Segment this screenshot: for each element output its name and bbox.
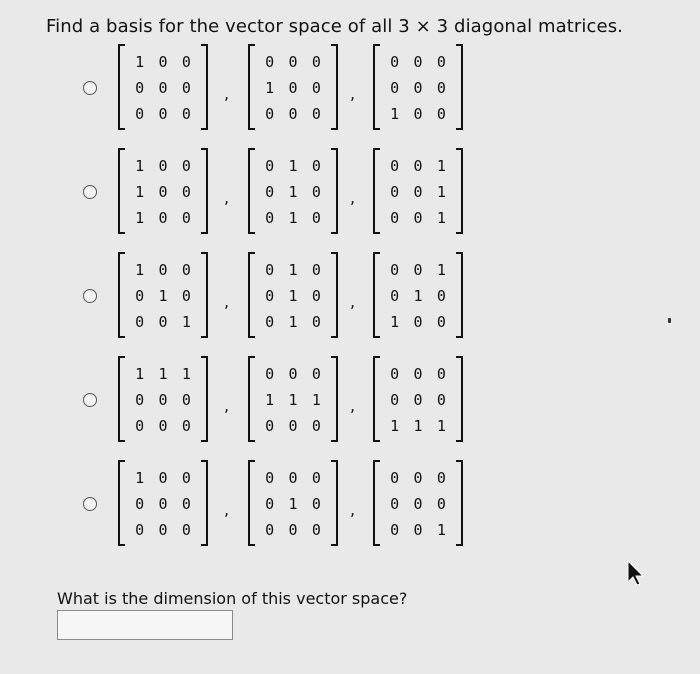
matrix-entry: 0	[311, 313, 321, 331]
right-bracket	[456, 148, 463, 234]
matrix-entry: 0	[265, 209, 275, 227]
right-bracket	[456, 252, 463, 338]
matrix-entry: 0	[181, 105, 191, 123]
matrix-entry: 1	[436, 209, 446, 227]
matrix-entry: 0	[390, 261, 400, 279]
matrix-entry: 1	[181, 313, 191, 331]
matrix-entry: 0	[158, 209, 168, 227]
matrix-entry: 0	[135, 391, 145, 409]
matrix-entry: 1	[135, 183, 145, 201]
matrix	[248, 356, 338, 444]
matrix-entries	[258, 465, 328, 543]
left-bracket	[248, 356, 255, 442]
matrix	[118, 460, 208, 548]
matrix-entry: 0	[413, 495, 423, 513]
right-bracket	[331, 44, 338, 130]
matrix-entry: 0	[288, 469, 298, 487]
matrix-entry: 1	[436, 417, 446, 435]
matrix	[373, 44, 463, 132]
matrix-entries	[258, 153, 328, 231]
matrix-entry: 0	[265, 287, 275, 305]
matrix-entry: 0	[436, 53, 446, 71]
matrix-entry: 0	[265, 157, 275, 175]
left-bracket	[248, 460, 255, 546]
dimension-answer-input[interactable]	[57, 610, 233, 640]
left-bracket	[373, 44, 380, 130]
radio-button[interactable]	[83, 185, 97, 199]
matrix-entry: 0	[158, 391, 168, 409]
matrix	[373, 252, 463, 340]
matrix-entry: 0	[436, 313, 446, 331]
radio-button[interactable]	[83, 289, 97, 303]
matrix-entry: 1	[158, 365, 168, 383]
matrix-entries	[128, 361, 198, 439]
left-bracket	[248, 252, 255, 338]
right-bracket	[331, 460, 338, 546]
matrix-entries	[128, 465, 198, 543]
matrix-entry: 1	[288, 261, 298, 279]
right-bracket	[331, 252, 338, 338]
comma-separator: ,	[224, 292, 230, 311]
matrix-entry: 0	[181, 495, 191, 513]
matrix-entry: 0	[390, 391, 400, 409]
matrix-entry: 1	[436, 261, 446, 279]
matrix-entry: 0	[413, 365, 423, 383]
matrix-entry: 0	[311, 53, 321, 71]
matrix	[118, 356, 208, 444]
matrix-entry: 0	[413, 183, 423, 201]
matrix-entry: 0	[288, 79, 298, 97]
matrix-entry: 0	[158, 157, 168, 175]
matrix	[373, 460, 463, 548]
matrix-entries	[383, 257, 453, 335]
comma-separator: ,	[350, 500, 356, 519]
matrix-entry: 0	[390, 79, 400, 97]
left-bracket	[248, 148, 255, 234]
matrix-entry: 1	[413, 287, 423, 305]
matrix-entry: 0	[265, 417, 275, 435]
matrix-entry: 0	[158, 105, 168, 123]
option-5	[0, 460, 700, 552]
matrix-entry: 0	[158, 521, 168, 539]
matrix	[373, 148, 463, 236]
matrix-entry: 0	[181, 287, 191, 305]
matrix-entry: 0	[181, 209, 191, 227]
matrix	[118, 44, 208, 132]
matrix-entry: 0	[181, 417, 191, 435]
matrix	[118, 252, 208, 340]
matrix-entries	[128, 257, 198, 335]
right-bracket	[201, 356, 208, 442]
comma-separator: ,	[350, 292, 356, 311]
matrix-entry: 0	[158, 495, 168, 513]
matrix-entry: 0	[436, 391, 446, 409]
matrix-entry: 0	[390, 53, 400, 71]
matrix-entry: 0	[158, 183, 168, 201]
left-bracket	[373, 148, 380, 234]
matrix-entry: 0	[311, 157, 321, 175]
matrix-entry: 0	[265, 313, 275, 331]
matrix-entry: 0	[181, 183, 191, 201]
matrix-entry: 0	[265, 53, 275, 71]
right-bracket	[201, 44, 208, 130]
matrix-entry: 0	[436, 105, 446, 123]
matrix-entry: 0	[158, 417, 168, 435]
matrix-entry: 1	[436, 157, 446, 175]
matrix-entry: 1	[265, 391, 275, 409]
matrix-entry: 0	[181, 79, 191, 97]
left-bracket	[248, 44, 255, 130]
matrix	[248, 460, 338, 548]
matrix-entries	[383, 153, 453, 231]
matrix-entry: 1	[288, 157, 298, 175]
matrix-entry: 0	[390, 469, 400, 487]
option-4	[0, 356, 700, 448]
left-bracket	[373, 356, 380, 442]
matrix-entry: 1	[288, 287, 298, 305]
matrix-entry: 1	[413, 417, 423, 435]
comma-separator: ,	[350, 84, 356, 103]
matrix-entry: 1	[135, 209, 145, 227]
question-text: Find a basis for the vector space of all 3 × 3 diagonal matrices.	[46, 16, 623, 37]
comma-separator: ,	[224, 396, 230, 415]
matrix-entry: 0	[311, 417, 321, 435]
matrix-entry: 1	[436, 183, 446, 201]
matrix-entry: 0	[413, 157, 423, 175]
left-bracket	[118, 356, 125, 442]
matrix-entry: 0	[265, 183, 275, 201]
matrix-entry: 0	[413, 79, 423, 97]
comma-separator: ,	[224, 188, 230, 207]
matrix-entry: 0	[413, 521, 423, 539]
matrix-entry: 0	[436, 79, 446, 97]
matrix-entry: 0	[135, 313, 145, 331]
matrix-entries	[383, 465, 453, 543]
matrix-entry: 0	[158, 79, 168, 97]
matrix-entry: 0	[311, 261, 321, 279]
matrix-entry: 1	[311, 391, 321, 409]
matrix-entry: 0	[390, 209, 400, 227]
matrix-entry: 0	[158, 313, 168, 331]
left-bracket	[373, 252, 380, 338]
matrix-entry: 0	[413, 53, 423, 71]
matrix-entries	[128, 153, 198, 231]
matrix-entry: 0	[311, 183, 321, 201]
radio-button[interactable]	[83, 81, 97, 95]
matrix-entry: 0	[390, 495, 400, 513]
matrix-entry: 1	[158, 287, 168, 305]
matrix-entry: 0	[390, 365, 400, 383]
matrix-entry: 1	[390, 313, 400, 331]
matrix-entry: 0	[390, 287, 400, 305]
matrix-entry: 0	[181, 521, 191, 539]
option-3	[0, 252, 700, 344]
matrix-entry: 1	[265, 79, 275, 97]
matrix-entry: 1	[135, 53, 145, 71]
matrix-entry: 1	[390, 417, 400, 435]
mouse-pointer-icon	[626, 560, 646, 586]
matrix-entry: 0	[311, 105, 321, 123]
matrix-entry: 0	[288, 53, 298, 71]
matrix-entry: 0	[390, 157, 400, 175]
right-bracket	[201, 148, 208, 234]
matrix-entry: 0	[265, 365, 275, 383]
comma-separator: ,	[224, 500, 230, 519]
matrix-entry: 0	[265, 469, 275, 487]
matrix-entry: 0	[413, 105, 423, 123]
stray-mark	[668, 318, 671, 323]
matrix	[373, 356, 463, 444]
matrix-entry: 1	[288, 495, 298, 513]
matrix-entry: 1	[181, 365, 191, 383]
matrix-entry: 1	[288, 183, 298, 201]
matrix	[248, 148, 338, 236]
matrix-entries	[258, 49, 328, 127]
matrix-entries	[258, 257, 328, 335]
matrix-entry: 0	[413, 313, 423, 331]
matrix-entry: 0	[288, 105, 298, 123]
matrix-entries	[128, 49, 198, 127]
matrix-entry: 1	[135, 261, 145, 279]
matrix-entry: 1	[288, 313, 298, 331]
matrix-entry: 0	[311, 209, 321, 227]
matrix-entry: 0	[181, 469, 191, 487]
left-bracket	[373, 460, 380, 546]
matrix-entry: 1	[436, 521, 446, 539]
radio-button[interactable]	[83, 497, 97, 511]
matrix-entry: 1	[288, 209, 298, 227]
matrix-entry: 1	[135, 365, 145, 383]
matrix-entry: 0	[390, 183, 400, 201]
left-bracket	[118, 44, 125, 130]
left-bracket	[118, 460, 125, 546]
matrix-entry: 0	[436, 365, 446, 383]
right-bracket	[201, 252, 208, 338]
matrix-entry: 1	[390, 105, 400, 123]
matrix-entry: 0	[311, 365, 321, 383]
matrix-entry: 0	[181, 157, 191, 175]
matrix-entry: 1	[135, 469, 145, 487]
matrix-entry: 0	[390, 521, 400, 539]
matrix-entry: 0	[181, 53, 191, 71]
dimension-label: What is the dimension of this vector space?	[57, 589, 408, 608]
left-bracket	[118, 148, 125, 234]
right-bracket	[456, 356, 463, 442]
matrix-entry: 0	[311, 495, 321, 513]
matrix-entry: 0	[311, 79, 321, 97]
matrix-entry: 0	[311, 521, 321, 539]
matrix-entry: 0	[436, 469, 446, 487]
right-bracket	[331, 356, 338, 442]
option-1	[0, 44, 700, 136]
matrix-entry: 0	[413, 209, 423, 227]
right-bracket	[456, 44, 463, 130]
right-bracket	[331, 148, 338, 234]
left-bracket	[118, 252, 125, 338]
matrix-entry: 0	[181, 261, 191, 279]
matrix-entry: 0	[265, 521, 275, 539]
comma-separator: ,	[224, 84, 230, 103]
matrix-entries	[383, 361, 453, 439]
matrix-entry: 0	[311, 469, 321, 487]
matrix-entry: 0	[135, 105, 145, 123]
matrix-entry: 0	[158, 469, 168, 487]
matrix-entry: 0	[135, 79, 145, 97]
matrix-entry: 1	[135, 157, 145, 175]
matrix-entry: 0	[288, 521, 298, 539]
matrix-entry: 0	[158, 261, 168, 279]
matrix-entry: 0	[265, 495, 275, 513]
comma-separator: ,	[350, 188, 356, 207]
radio-button[interactable]	[83, 393, 97, 407]
matrix-entries	[258, 361, 328, 439]
matrix	[248, 44, 338, 132]
right-bracket	[456, 460, 463, 546]
matrix	[248, 252, 338, 340]
matrix-entry: 0	[311, 287, 321, 305]
option-2	[0, 148, 700, 240]
comma-separator: ,	[350, 396, 356, 415]
matrix-entry: 0	[288, 365, 298, 383]
matrix	[118, 148, 208, 236]
matrix-entry: 0	[265, 261, 275, 279]
matrix-entry: 0	[288, 417, 298, 435]
matrix-entry: 0	[413, 261, 423, 279]
matrix-entries	[383, 49, 453, 127]
matrix-entry: 0	[135, 521, 145, 539]
matrix-entry: 0	[413, 469, 423, 487]
right-bracket	[201, 460, 208, 546]
matrix-entry: 0	[436, 495, 446, 513]
matrix-entry: 0	[135, 417, 145, 435]
matrix-entry: 0	[158, 53, 168, 71]
matrix-entry: 0	[413, 391, 423, 409]
matrix-entry: 0	[135, 495, 145, 513]
matrix-entry: 0	[181, 391, 191, 409]
matrix-entry: 1	[288, 391, 298, 409]
matrix-entry: 0	[436, 287, 446, 305]
matrix-entry: 0	[135, 287, 145, 305]
matrix-entry: 0	[265, 105, 275, 123]
